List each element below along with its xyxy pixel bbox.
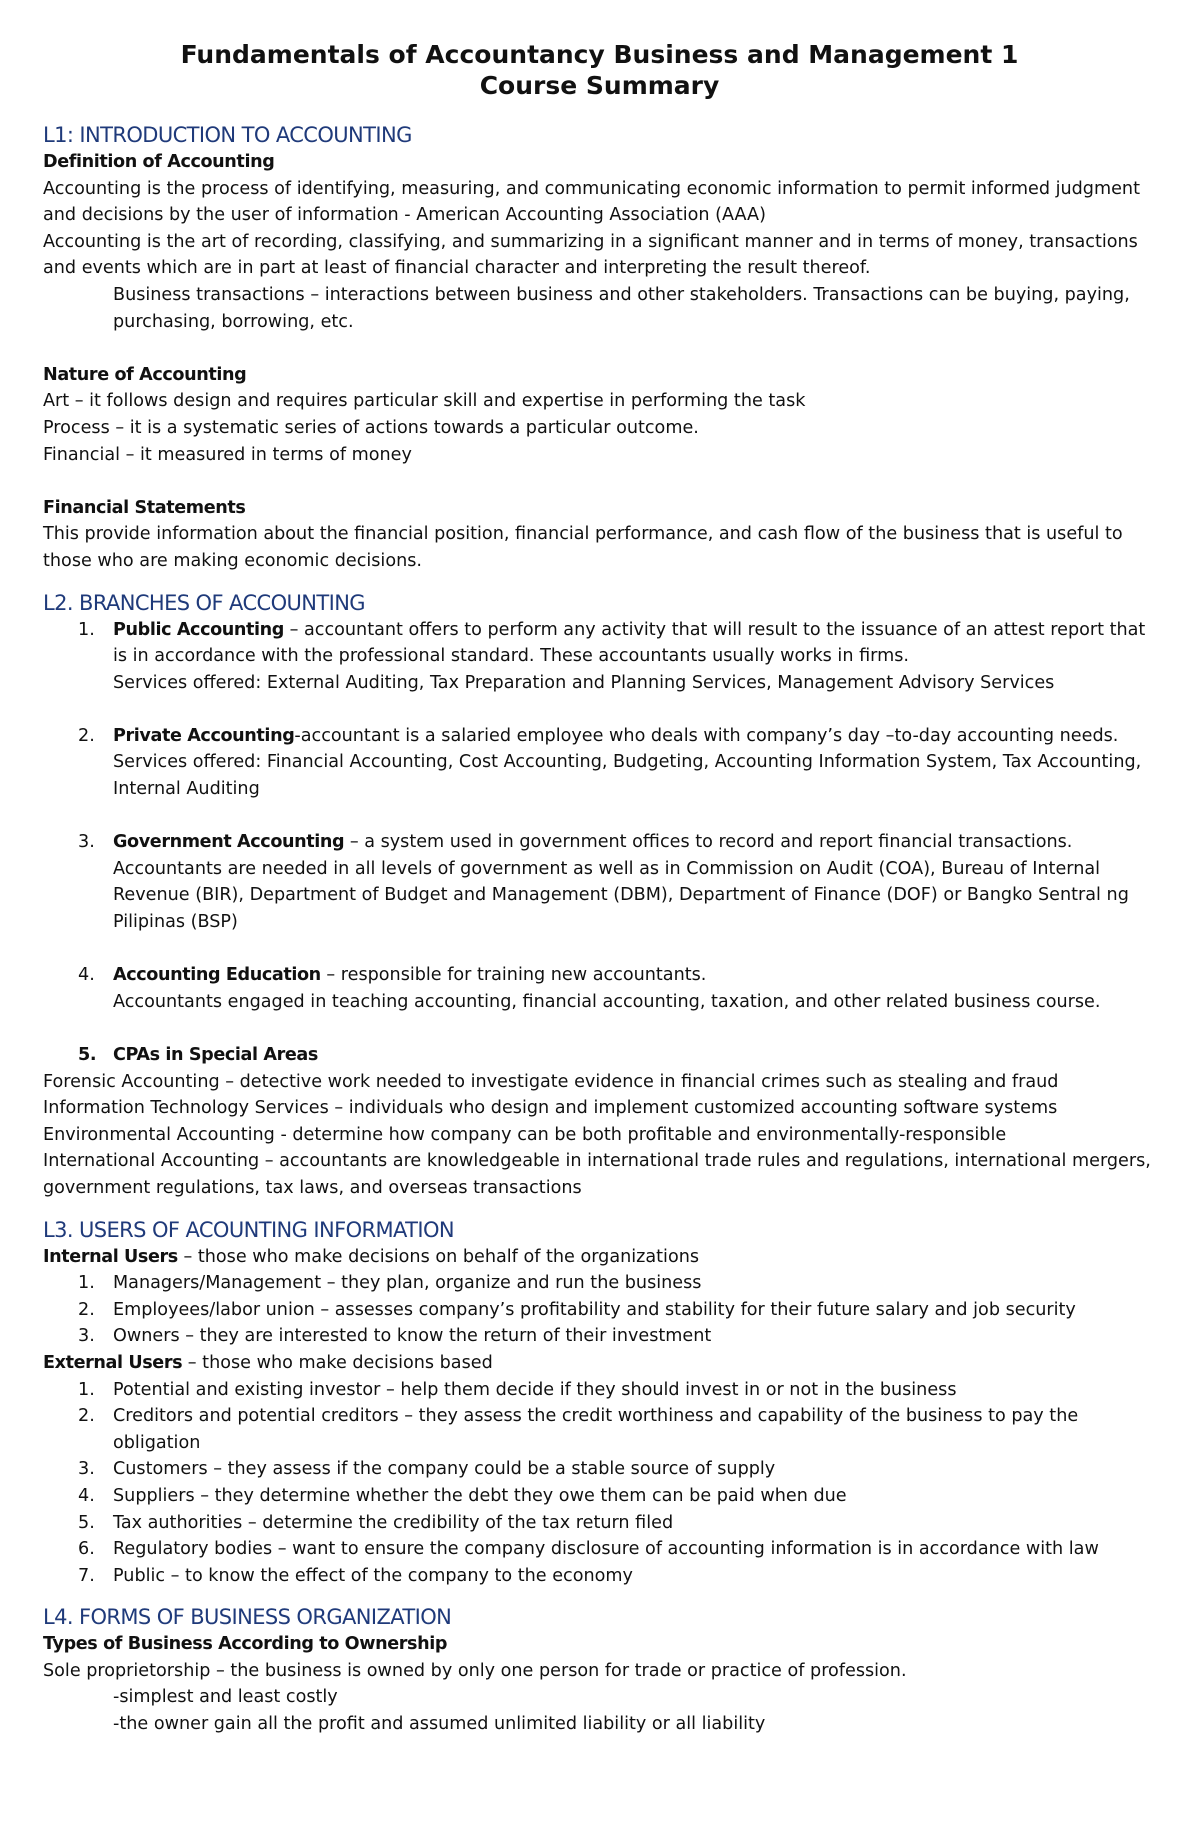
list-item bbox=[43, 1323, 1156, 1350]
item-services: Accountants engaged in teaching accounting, financial accounting, taxation, and other related business course. bbox=[113, 991, 1101, 1012]
list-item bbox=[43, 1403, 1156, 1456]
item-text: Managers/Management – they plan, organize and run the business bbox=[113, 1273, 702, 1294]
list-item bbox=[43, 617, 1156, 697]
external-users-line bbox=[43, 1350, 1156, 1377]
item-number: 4. bbox=[78, 1485, 95, 1506]
external-users-label: External Users bbox=[43, 1352, 183, 1373]
list-item bbox=[43, 1297, 1156, 1324]
l4-heading: L4. FORMS OF BUSINESS ORGANIZATION bbox=[43, 1605, 452, 1630]
nature-heading: Nature of Accounting bbox=[43, 364, 247, 385]
financial-statements-paragraph: This provide information about the financial position, financial performance, and cash flow of the business that is useful to those who are making economic decisions. bbox=[43, 524, 1123, 571]
spacer bbox=[43, 936, 1156, 963]
special-environmental: Environmental Accounting - determine how company can be both profitable and environmentally-responsible bbox=[43, 1124, 1007, 1145]
item-number: 7. bbox=[78, 1565, 95, 1586]
item-number: 5. bbox=[78, 1512, 95, 1533]
item-number: 2. bbox=[78, 725, 95, 746]
list-item bbox=[43, 829, 1156, 935]
title-line-2: Course Summary bbox=[479, 70, 720, 100]
spacer bbox=[43, 1015, 1156, 1042]
list-item bbox=[43, 1377, 1156, 1404]
item-number: 3. bbox=[78, 1326, 95, 1347]
item-number: 1. bbox=[78, 1273, 95, 1294]
list-item bbox=[43, 1456, 1156, 1483]
item-text: – responsible for training new accountants. bbox=[320, 965, 707, 986]
item-title: Public Accounting bbox=[113, 619, 285, 640]
list-item bbox=[43, 1483, 1156, 1510]
item-text: Public – to know the effect of the company to the economy bbox=[113, 1565, 633, 1586]
types-of-business-heading: Types of Business According to Ownership bbox=[43, 1634, 448, 1655]
item-number: 1. bbox=[78, 619, 95, 640]
item-text: – accountant offers to perform any activity that will result to the issuance of an attest report that is in accordance with the professional standard. These accountants usually works in firms. bbox=[113, 619, 1146, 667]
item-title: Private Accounting bbox=[113, 725, 295, 746]
spacer bbox=[43, 696, 1156, 723]
financial-statements-heading: Financial Statements bbox=[43, 497, 246, 518]
definition-paragraph-1: Accounting is the process of identifying, measuring, and communicating economic information to permit informed judgment and decisions by the user of information - American Accounting Association (AAA) bbox=[43, 178, 1140, 226]
title-line-1: Fundamentals of Accountancy Business and Management 1 bbox=[180, 40, 1019, 69]
sole-point-2: -the owner gain all the profit and assumed unlimited liability or all liability bbox=[113, 1714, 766, 1735]
nature-art: Art – it follows design and requires particular skill and expertise in performing the task bbox=[43, 391, 806, 412]
special-forensic: Forensic Accounting – detective work needed to investigate evidence in financial crimes such as stealing and fraud bbox=[43, 1071, 1059, 1092]
item-number: 2. bbox=[78, 1299, 95, 1320]
item-text: Potential and existing investor – help them decide if they should invest in or not in the business bbox=[113, 1379, 957, 1400]
item-title: Accounting Education bbox=[113, 965, 321, 986]
item-text: Regulatory bodies – want to ensure the company disclosure of accounting information is in accordance with law bbox=[113, 1539, 1099, 1560]
item-number: 6. bbox=[78, 1539, 95, 1560]
item-text: Tax authorities – determine the credibility of the tax return filed bbox=[113, 1512, 674, 1533]
l3-heading: L3. USERS OF ACOUNTING INFORMATION bbox=[43, 1217, 455, 1242]
special-international: International Accounting – accountants are knowledgeable in international trade rules and regulations, international mergers, government regulations, tax laws, and overseas transactions bbox=[43, 1151, 1151, 1198]
business-transactions-paragraph: Business transactions – interactions between business and other stakeholders. Transactions can be buying, paying, purchasing, borrowing, etc. bbox=[113, 284, 1130, 332]
l1-heading: L1: INTRODUCTION TO ACCOUNTING bbox=[43, 123, 412, 147]
list-item bbox=[43, 1042, 1156, 1069]
item-text: Suppliers – they determine whether the debt they owe them can be paid when due bbox=[113, 1485, 847, 1506]
item-number: 3. bbox=[78, 1459, 95, 1480]
special-it-services: Information Technology Services – individuals who design and implement customized accounting software systems bbox=[43, 1098, 1058, 1119]
branches-list bbox=[43, 617, 1156, 1069]
nature-financial: Financial – it measured in terms of money bbox=[43, 444, 412, 465]
item-text: Owners – they are interested to know the return of their investment bbox=[113, 1326, 712, 1347]
item-text: Employees/labor union – assesses company’s profitability and stability for their future salary and job security bbox=[113, 1299, 1076, 1320]
internal-users-list bbox=[43, 1270, 1156, 1350]
internal-users-label: Internal Users bbox=[43, 1246, 178, 1267]
item-text: Creditors and potential creditors – they assess the credit worthiness and capability of the business to pay the obligation bbox=[113, 1406, 1079, 1453]
internal-users-line bbox=[43, 1244, 1156, 1271]
list-item bbox=[43, 723, 1156, 803]
item-text: -accountant is a salaried employee who deals with company’s day –to-day accounting needs. bbox=[294, 725, 1119, 746]
item-text: Customers – they assess if the company could be a stable source of supply bbox=[113, 1459, 776, 1480]
item-services: Accountants are needed in all levels of government as well as in Commission on Audit (COA), Bureau of Internal Revenue (BIR), Department of Budget and Management (DBM), Department of Finance (DOF) or Bangko Sentral ng Pilipinas (BSP) bbox=[113, 858, 1129, 933]
definition-heading: Definition of Accounting bbox=[43, 152, 275, 172]
nature-process: Process – it is a systematic series of actions towards a particular outcome. bbox=[43, 417, 699, 438]
item-title: Government Accounting bbox=[113, 832, 345, 853]
list-item bbox=[43, 962, 1156, 1015]
external-users-list bbox=[43, 1377, 1156, 1590]
list-item bbox=[43, 1270, 1156, 1297]
item-number: 4. bbox=[78, 965, 95, 986]
external-users-text: – those who make decisions based bbox=[182, 1352, 493, 1373]
item-number: 3. bbox=[78, 832, 95, 853]
list-item bbox=[43, 1563, 1156, 1590]
document-title bbox=[43, 40, 1156, 101]
sole-point-1: -simplest and least costly bbox=[113, 1687, 338, 1708]
list-item bbox=[43, 1536, 1156, 1563]
definition-paragraph-2: Accounting is the art of recording, classifying, and summarizing in a significant manner and in terms of money, transactions and events which are in part at least of financial character and interpreting the result thereof. bbox=[43, 231, 1138, 279]
item-services: Services offered: External Auditing, Tax Preparation and Planning Services, Management Advisory Services bbox=[113, 672, 1055, 693]
item-services: Services offered: Financial Accounting, Cost Accounting, Budgeting, Accounting Information System, Tax Accounting, Internal Auditing bbox=[113, 752, 1142, 800]
item-number: 1. bbox=[78, 1379, 95, 1400]
item-number: 5. bbox=[78, 1045, 97, 1065]
item-title: CPAs in Special Areas bbox=[113, 1045, 318, 1065]
item-number: 2. bbox=[78, 1406, 95, 1427]
spacer bbox=[43, 803, 1156, 830]
sole-proprietorship-paragraph: Sole proprietorship – the business is owned by only one person for trade or practice of profession. bbox=[43, 1660, 907, 1681]
l2-heading: L2. BRANCHES OF ACCOUNTING bbox=[43, 590, 365, 615]
internal-users-text: – those who make decisions on behalf of the organizations bbox=[177, 1246, 700, 1267]
list-item bbox=[43, 1510, 1156, 1537]
item-text: – a system used in government offices to record and report financial transactions. bbox=[344, 832, 1073, 853]
